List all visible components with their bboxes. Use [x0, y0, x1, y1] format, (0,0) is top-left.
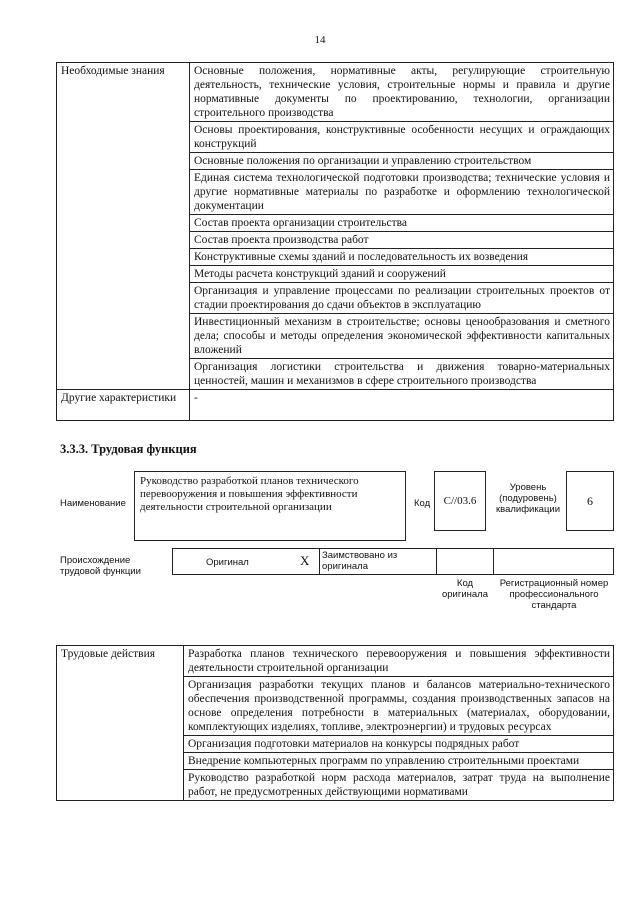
- origin-divider: [319, 548, 320, 575]
- section-title: 3.3.3. Трудовая функция: [60, 442, 197, 456]
- knowledge-item: Основы проектирования, конструктивные особенности несущих и ограждающих конструкций: [190, 122, 614, 153]
- origin-label: Происхождение трудовой функции: [60, 555, 141, 577]
- knowledge-item: Организация логистики строительства и движения товарно-материальных ценностей, машин и механизмов в сфере строительного производства: [190, 359, 614, 390]
- knowledge-item: Состав проекта организации строительства: [190, 215, 614, 232]
- level-box: [566, 471, 614, 531]
- name-label: Наименование: [60, 498, 126, 509]
- name-box: [134, 471, 406, 541]
- original-mark: X: [300, 553, 310, 568]
- knowledge-item: Состав проекта производства работ: [190, 232, 614, 249]
- knowledge-table: [56, 62, 614, 421]
- knowledge-item: Конструктивные схемы зданий и последовательность их возведения: [190, 249, 614, 266]
- table-row: [57, 646, 614, 677]
- other-characteristics-label: Другие характеристики: [57, 390, 190, 421]
- borrowed-label: Заимствовано из оригинала: [322, 550, 398, 572]
- knowledge-label: Необходимые знания: [57, 63, 190, 390]
- action-item: Внедрение компьютерных программ по управлению строительными проектами: [184, 753, 614, 770]
- action-item: Руководство разработкой норм расхода материалов, затрат труда на выполнение работ, не предусмотренных действующими нормативами: [184, 770, 614, 801]
- origin-divider: [493, 548, 494, 575]
- code-label: Код: [414, 498, 431, 509]
- level-label: Уровень (подуровень) квалификации: [495, 482, 561, 515]
- action-item: Разработка планов технического перевооружения и повышения эффективности деятельности строительной организации: [184, 646, 614, 677]
- knowledge-item: Организация и управление процессами по реализации строительных проектов от стадии проектирования до сдачи объектов в эксплуатацию: [190, 283, 614, 314]
- knowledge-item: Методы расчета конструкций зданий и сооружений: [190, 266, 614, 283]
- original-label: Оригинал: [206, 557, 249, 568]
- function-name: Руководство разработкой планов технического перевооружения и повышения эффективности деятельности строительной организации: [140, 475, 359, 513]
- code-box: [434, 471, 486, 531]
- knowledge-item: Единая система технологической подготовки производства; технические условия и другие нормативные материалы по разработке и оформлению технологической документации: [190, 170, 614, 215]
- knowledge-item: Основные положения, нормативные акты, регулирующие строительную деятельность, технические условия, строительные нормы и правила и другие нормативные документы по проектированию, технологии, организации строительного производства: [190, 63, 614, 122]
- other-characteristics-value: -: [190, 390, 614, 421]
- origin-divider: [436, 548, 437, 575]
- knowledge-item: Основные положения по организации и управлению строительством: [190, 153, 614, 170]
- page-number: 14: [314, 34, 326, 46]
- action-item: Организация подготовки материалов на конкурсы подрядных работ: [184, 736, 614, 753]
- table-row: [57, 390, 614, 421]
- action-item: Организация разработки текущих планов и балансов материально-технического обеспечения производственной программы, создания производственных запасов на основе определения потребности в материальных (материалах, оборудовании, комплектующих изделиях, топливе, электроэнергии) и трудовых ресурсах: [184, 677, 614, 736]
- qualification-level: 6: [587, 493, 593, 508]
- table-row: [57, 63, 614, 122]
- actions-table: [56, 645, 614, 801]
- reg-number-caption: Регистрационный номер профессионального стандарта: [499, 578, 609, 611]
- actions-label: Трудовые действия: [57, 646, 184, 801]
- knowledge-item: Инвестиционный механизм в строительстве; основы ценообразования и сметного дела; способы и методы определения экономической эффективности капитальных вложений: [190, 314, 614, 359]
- code-original-caption: Код оригинала: [441, 578, 488, 600]
- function-code: C//03.6: [443, 494, 477, 507]
